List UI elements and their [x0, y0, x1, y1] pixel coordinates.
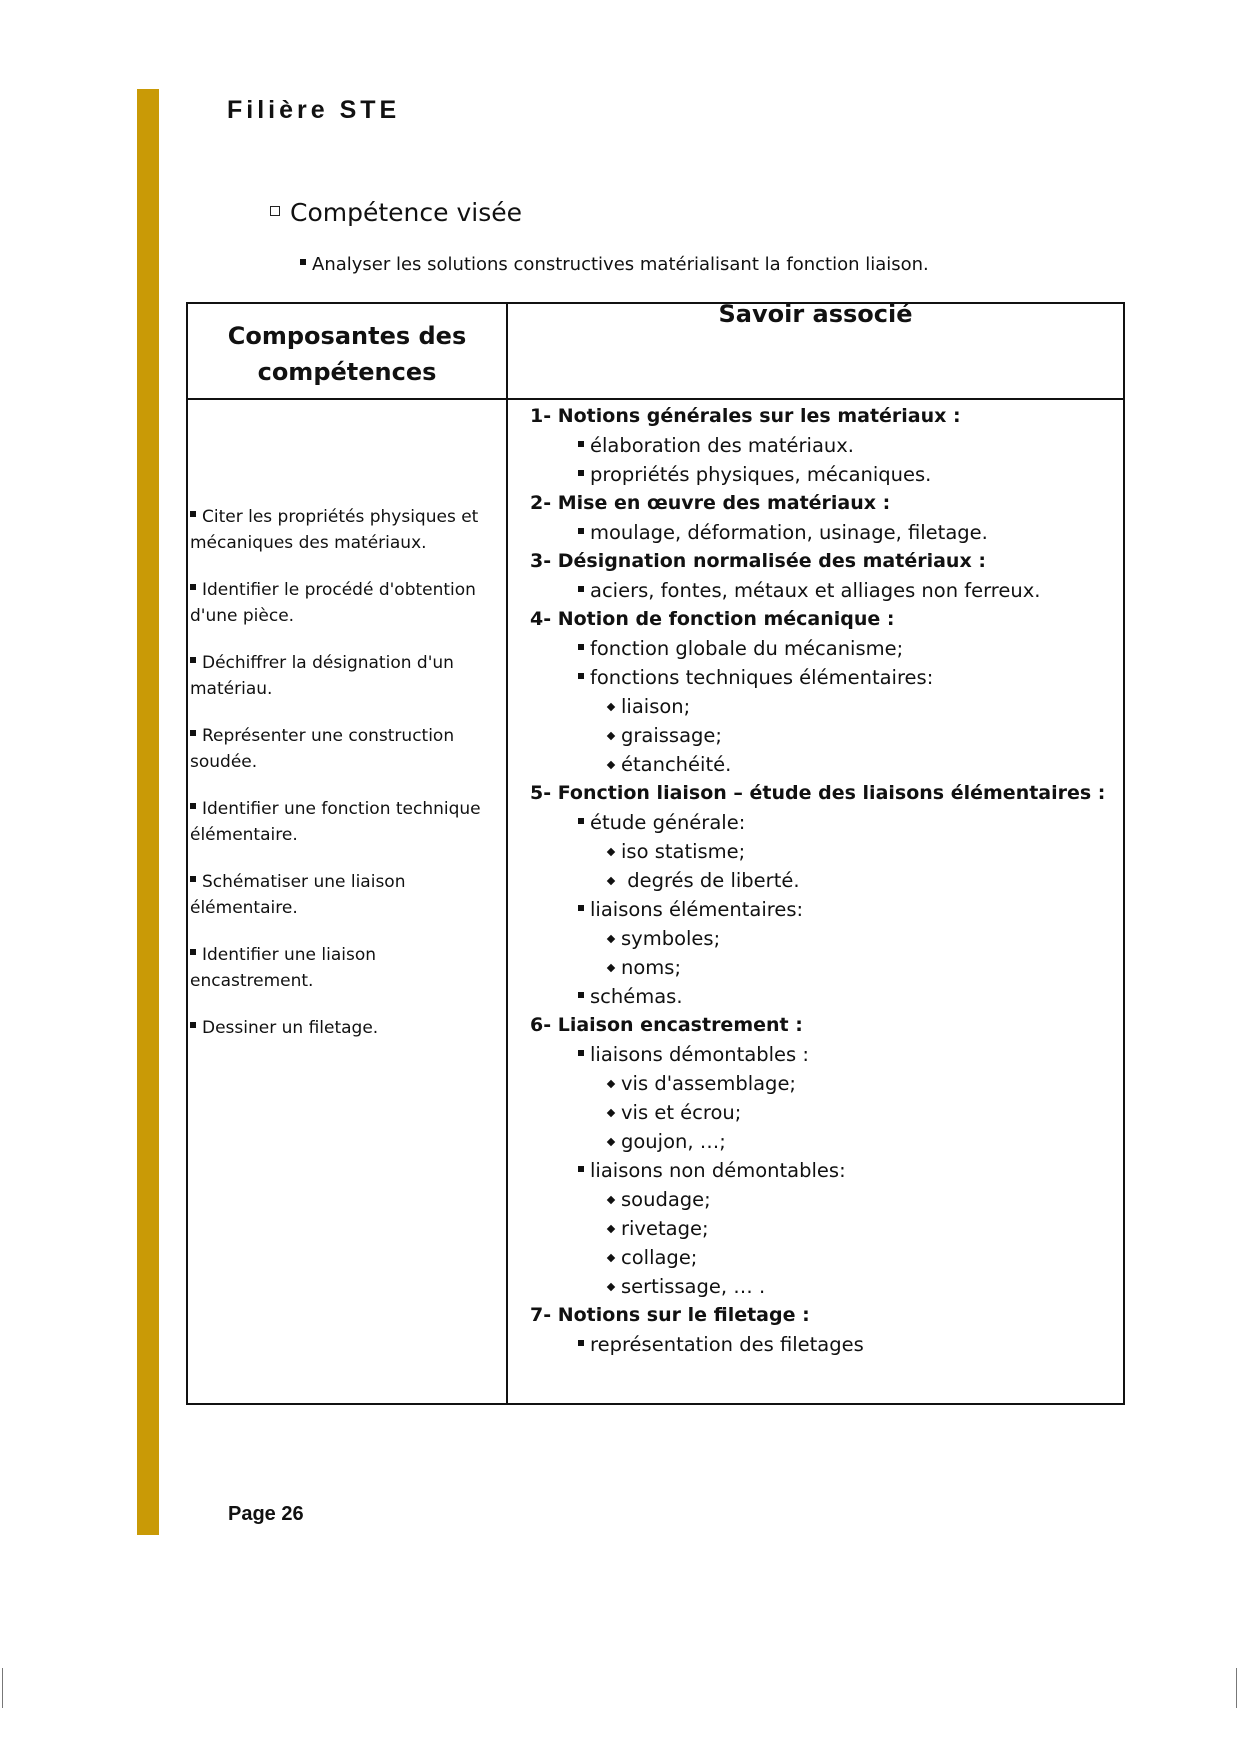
competence-item-text: Représenter une construction soudée. — [190, 726, 455, 772]
savoir-list-item — [530, 750, 1120, 779]
diamond-bullet-icon — [607, 1254, 615, 1262]
savoir-list-item — [530, 1098, 1120, 1127]
competence-item — [190, 942, 502, 994]
square-bullet-icon — [578, 1050, 584, 1056]
checkbox-square-icon — [270, 206, 280, 216]
competence-item — [190, 796, 502, 848]
square-bullet-icon — [190, 730, 196, 736]
competence-item-text: Identifier une fonction technique élémentaire. — [190, 799, 481, 845]
square-bullet-icon — [578, 1340, 584, 1346]
savoir-text: degrés de liberté. — [621, 869, 800, 892]
savoir-list-item — [530, 518, 1120, 547]
savoir-list-item — [530, 721, 1120, 750]
savoir-text: 6- Liaison encastrement : — [530, 1014, 803, 1036]
savoir-section-heading — [530, 779, 1120, 808]
savoir-list-item — [530, 895, 1120, 924]
square-bullet-icon — [578, 992, 584, 998]
diamond-bullet-icon — [607, 1138, 615, 1146]
savoir-text: vis et écrou; — [621, 1101, 742, 1124]
savoir-list-item — [530, 1330, 1120, 1359]
competence-visee-heading — [270, 198, 522, 227]
savoir-section-heading — [530, 1301, 1120, 1330]
header-savoir-associe: Savoir associé — [718, 300, 913, 328]
competence-item-text: Identifier une liaison encastrement. — [190, 945, 377, 991]
competence-objective — [300, 254, 929, 275]
competence-item — [190, 650, 502, 702]
diamond-bullet-icon — [607, 1225, 615, 1233]
savoir-list-item — [530, 1069, 1120, 1098]
savoir-text: moulage, déformation, usinage, filetage. — [590, 521, 988, 544]
savoir-list-item — [530, 1127, 1120, 1156]
savoir-list-item — [530, 692, 1120, 721]
savoir-list-item — [530, 837, 1120, 866]
square-bullet-icon — [190, 584, 196, 590]
savoir-text: rivetage; — [621, 1217, 709, 1240]
diamond-bullet-icon — [607, 761, 615, 769]
competence-item — [190, 504, 502, 556]
savoir-text: liaison; — [621, 695, 691, 718]
savoir-section-heading — [530, 605, 1120, 634]
square-bullet-icon — [190, 949, 196, 955]
savoir-text: représentation des filetages — [590, 1333, 864, 1356]
competence-item-text: Identifier le procédé d'obtention d'une pièce. — [190, 580, 476, 626]
savoir-list-item — [530, 866, 1120, 895]
square-bullet-icon — [578, 673, 584, 679]
savoir-text: symboles; — [621, 927, 721, 950]
table-header-divider — [188, 398, 1123, 400]
savoir-section-heading — [530, 402, 1120, 431]
competence-components-list — [190, 504, 502, 1062]
savoir-text: collage; — [621, 1246, 698, 1269]
square-bullet-icon — [190, 876, 196, 882]
competence-title: Compétence visée — [290, 198, 522, 227]
savoir-text: goujon, …; — [621, 1130, 726, 1153]
savoir-text: 2- Mise en œuvre des matériaux : — [530, 492, 891, 514]
diamond-bullet-icon — [607, 1080, 615, 1088]
square-bullet-icon — [190, 657, 196, 663]
savoir-text: 7- Notions sur le filetage : — [530, 1304, 810, 1326]
square-bullet-icon — [578, 441, 584, 447]
savoir-text: 4- Notion de fonction mécanique : — [530, 608, 895, 630]
competence-item — [190, 869, 502, 921]
competence-item-text: Déchiffrer la désignation d'un matériau. — [190, 653, 454, 699]
savoir-text: liaisons non démontables: — [590, 1159, 846, 1182]
side-accent-bar — [137, 89, 159, 1535]
savoir-list-item — [530, 808, 1120, 837]
square-bullet-icon — [578, 470, 584, 476]
savoir-section-heading — [530, 1011, 1120, 1040]
savoir-list-item — [530, 576, 1120, 605]
savoir-list-item — [530, 663, 1120, 692]
crop-mark-right — [1236, 1668, 1237, 1708]
savoir-list-item — [530, 1214, 1120, 1243]
savoir-text: fonctions techniques élémentaires: — [590, 666, 934, 689]
savoir-text: étude générale: — [590, 811, 746, 834]
competence-item-text: Dessiner un filetage. — [202, 1018, 379, 1038]
savoir-section-heading — [530, 489, 1120, 518]
savoir-text: aciers, fontes, métaux et alliages non ferreux. — [590, 579, 1041, 602]
savoir-list-item — [530, 953, 1120, 982]
savoir-list-item — [530, 924, 1120, 953]
savoir-list-item — [530, 460, 1120, 489]
savoir-list-item — [530, 1040, 1120, 1069]
diamond-bullet-icon — [607, 964, 615, 972]
savoir-list-item — [530, 982, 1120, 1011]
diamond-bullet-icon — [607, 935, 615, 943]
competence-item — [190, 723, 502, 775]
diamond-bullet-icon — [607, 1283, 615, 1291]
diamond-bullet-icon — [607, 703, 615, 711]
page-number: Page 26 — [228, 1503, 304, 1525]
square-bullet-icon — [578, 905, 584, 911]
competence-item-text: Citer les propriétés physiques et mécaniques des matériaux. — [190, 507, 479, 553]
savoir-text: fonction globale du mécanisme; — [590, 637, 904, 660]
diamond-bullet-icon — [607, 848, 615, 856]
savoir-list-item — [530, 1156, 1120, 1185]
savoir-text: vis d'assemblage; — [621, 1072, 797, 1095]
square-bullet-icon — [578, 586, 584, 592]
diamond-bullet-icon — [607, 1109, 615, 1117]
diamond-bullet-icon — [607, 1196, 615, 1204]
square-bullet-icon — [578, 644, 584, 650]
competence-item — [190, 577, 502, 629]
competences-table — [186, 302, 1125, 1405]
savoir-text: étanchéité. — [621, 753, 732, 776]
savoir-list-item — [530, 431, 1120, 460]
savoir-text: 5- Fonction liaison – étude des liaisons élémentaires : — [530, 782, 1106, 804]
square-bullet-icon — [578, 528, 584, 534]
savoir-text: graissage; — [621, 724, 722, 747]
crop-mark-left — [2, 1668, 3, 1708]
savoir-list-item — [530, 1185, 1120, 1214]
header-composantes — [188, 318, 506, 390]
savoir-text: schémas. — [590, 985, 683, 1008]
square-bullet-icon — [190, 803, 196, 809]
savoir-text: élaboration des matériaux. — [590, 434, 854, 457]
savoir-text: 1- Notions générales sur les matériaux : — [530, 405, 961, 427]
diamond-bullet-icon — [607, 877, 615, 885]
savoir-list-item — [530, 1272, 1120, 1301]
square-bullet-icon — [578, 1166, 584, 1172]
savoir-text: iso statisme; — [621, 840, 746, 863]
savoir-associe-list — [530, 402, 1120, 1359]
square-bullet-icon — [578, 818, 584, 824]
savoir-text: noms; — [621, 956, 682, 979]
table-column-divider — [506, 304, 508, 1403]
savoir-section-heading — [530, 547, 1120, 576]
savoir-text: soudage; — [621, 1188, 711, 1211]
savoir-list-item — [530, 634, 1120, 663]
diamond-bullet-icon — [607, 732, 615, 740]
square-bullet-icon — [300, 259, 306, 265]
competence-objective-text: Analyser les solutions constructives matérialisant la fonction liaison. — [312, 254, 929, 275]
header-composantes-line1: Composantes des — [227, 322, 467, 350]
savoir-text: sertissage, … . — [621, 1275, 766, 1298]
savoir-text: liaisons démontables : — [590, 1043, 809, 1066]
savoir-list-item — [530, 1243, 1120, 1272]
header-composantes-line2: compétences — [257, 358, 437, 386]
competence-item-text: Schématiser une liaison élémentaire. — [190, 872, 406, 918]
filiere-heading: Filière STE — [227, 96, 401, 124]
savoir-text: liaisons élémentaires: — [590, 898, 804, 921]
savoir-text: 3- Désignation normalisée des matériaux : — [530, 550, 986, 572]
square-bullet-icon — [190, 511, 196, 517]
competence-item — [190, 1015, 502, 1041]
square-bullet-icon — [190, 1022, 196, 1028]
savoir-text: propriétés physiques, mécaniques. — [590, 463, 932, 486]
